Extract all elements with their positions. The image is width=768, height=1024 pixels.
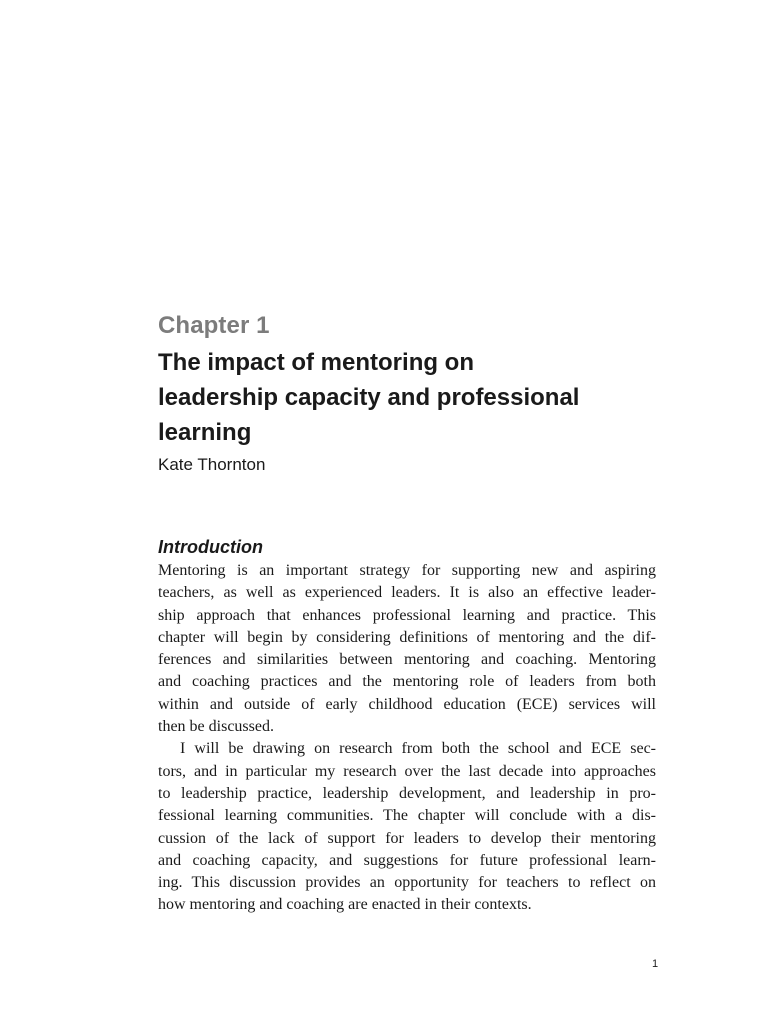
- text-line: within and outside of early childhood education (ECE) services will: [158, 695, 656, 713]
- text-line: ship approach that enhances professional learning and practice. This: [158, 606, 656, 624]
- chapter-title-line: leadership capacity and professional: [158, 384, 580, 411]
- section-heading: Introduction: [158, 537, 263, 557]
- text-line: Mentoring is an important strategy for supporting new and aspiring: [158, 562, 656, 579]
- text-line: teachers, as well as experienced leaders. It is also an effective leader-: [158, 584, 656, 602]
- chapter-title-line: learning: [158, 419, 252, 446]
- text-line: ferences and similarities between mentoring and coaching. Mentoring: [158, 651, 656, 669]
- text-line: cussion of the lack of support for leaders to develop their mentoring: [158, 829, 656, 847]
- chapter-label: Chapter 1: [158, 312, 270, 339]
- text-line: and coaching practices and the mentoring role of leaders from both: [158, 673, 656, 691]
- text-line: tors, and in particular my research over the last decade into approaches: [158, 762, 656, 780]
- text-line: I will be drawing on research from both the school and ECE sec-: [180, 740, 656, 758]
- chapter-title-line: The impact of mentoring on: [158, 349, 474, 376]
- page-number: 1: [652, 958, 659, 970]
- paragraph-1: [158, 560, 656, 738]
- body-text: [158, 560, 656, 917]
- text-line: chapter will begin by considering definitions of mentoring and the dif-: [158, 628, 656, 646]
- text-line: ing. This discussion provides an opportunity for teachers to reflect on: [158, 874, 656, 892]
- paragraph-2: [158, 738, 656, 916]
- text-line: how mentoring and coaching are enacted in their contexts.: [158, 896, 532, 914]
- text-line: fessional learning communities. The chapter will conclude with a dis-: [158, 807, 656, 825]
- chapter-title: [158, 345, 678, 450]
- text-line: then be discussed.: [158, 718, 274, 736]
- text-line: and coaching capacity, and suggestions for future professional learn-: [158, 851, 656, 869]
- text-line: to leadership practice, leadership development, and leadership in pro-: [158, 784, 656, 802]
- chapter-author: Kate Thornton: [158, 455, 266, 474]
